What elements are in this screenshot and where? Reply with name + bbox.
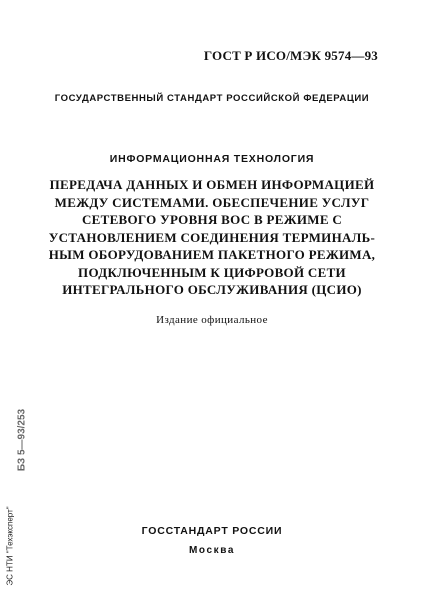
publisher: ГОССТАНДАРТ РОССИИ [141, 525, 283, 537]
standard-number: ГОСТ Р ИСО/МЭК 9574—93 [203, 48, 378, 63]
title-line: СЕТЕВОГО УРОВНЯ ВОС В РЕЖИМЕ С [81, 212, 343, 227]
state-standard-heading: ГОСУДАРСТВЕННЫЙ СТАНДАРТ РОССИЙСКОЙ ФЕДЕРАЦИИ [54, 93, 370, 104]
side-stamp-code: БЗ 5—93/253 [16, 408, 28, 472]
title-line: ИНТЕГРАЛЬНОГО ОБСЛУЖИВАНИЯ (ЦСИО) [62, 282, 362, 297]
topic-heading: ИНФОРМАЦИОННАЯ ТЕХНОЛОГИЯ [109, 153, 315, 165]
title-line: НЫМ ОБОРУДОВАНИЕМ ПАКЕТНОГО РЕЖИМА, [48, 247, 376, 262]
title-line: ПЕРЕДАЧА ДАННЫХ И ОБМЕН ИНФОРМАЦИЕЙ [49, 177, 375, 192]
title-line: ПОДКЛЮЧЕННЫМ К ЦИФРОВОЙ СЕТИ [78, 264, 346, 280]
title-line: УСТАНОВЛЕНИЕМ СОЕДИНЕНИЯ ТЕРМИНАЛЬ- [48, 229, 376, 245]
edition-note: Издание официальное [156, 314, 268, 326]
publication-city: Москва [188, 545, 236, 556]
title-line: МЕЖДУ СИСТЕМАМИ. ОБЕСПЕЧЕНИЕ УСЛУГ [54, 194, 370, 210]
document-title [0, 176, 424, 299]
side-watermark: ЭС НТИ "Техэксперт" [5, 506, 15, 586]
